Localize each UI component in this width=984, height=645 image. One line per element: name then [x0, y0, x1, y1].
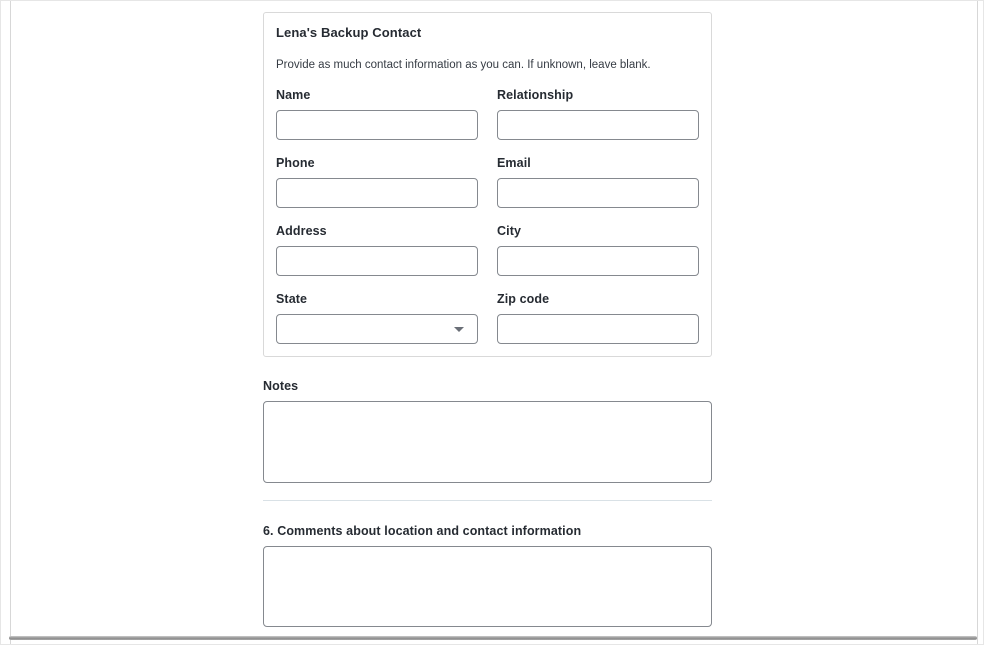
name-input[interactable]	[276, 110, 478, 140]
comments-section	[263, 524, 712, 627]
phone-label: Phone	[276, 156, 315, 170]
notes-section	[263, 379, 712, 483]
state-select[interactable]	[276, 314, 478, 344]
name-label: Name	[276, 88, 311, 102]
phone-input[interactable]	[276, 178, 478, 208]
state-label: State	[276, 292, 308, 306]
field-relationship	[497, 88, 699, 140]
field-city	[497, 224, 699, 276]
city-label: City	[497, 224, 522, 238]
city-input[interactable]	[497, 246, 699, 276]
contact-fields-grid	[276, 88, 699, 344]
card-title: Lena's Backup Contact	[276, 25, 422, 40]
zip-code-input[interactable]	[497, 314, 699, 344]
address-input[interactable]	[276, 246, 478, 276]
bottom-scrollbar[interactable]	[9, 636, 977, 640]
address-label: Address	[276, 224, 327, 238]
field-name	[276, 88, 478, 140]
comments-textarea[interactable]	[263, 546, 712, 627]
section-divider	[263, 500, 712, 501]
relationship-input[interactable]	[497, 110, 699, 140]
comments-label: 6. Comments about location and contact information	[263, 524, 582, 538]
field-email	[497, 156, 699, 208]
right-edge-divider	[977, 1, 978, 644]
relationship-label: Relationship	[497, 88, 574, 102]
state-select-control[interactable]	[276, 314, 478, 344]
notes-textarea[interactable]	[263, 401, 712, 483]
card-subtitle: Provide as much contact information as you can. If unknown, leave blank.	[276, 59, 651, 71]
email-label: Email	[497, 156, 531, 170]
zip-code-label: Zip code	[497, 292, 550, 306]
field-address	[276, 224, 478, 276]
field-state	[276, 292, 478, 344]
notes-label: Notes	[263, 379, 299, 393]
email-input[interactable]	[497, 178, 699, 208]
left-edge-divider	[10, 1, 11, 644]
backup-contact-card	[263, 12, 712, 357]
field-zip	[497, 292, 699, 344]
form-column	[263, 12, 712, 627]
field-phone	[276, 156, 478, 208]
